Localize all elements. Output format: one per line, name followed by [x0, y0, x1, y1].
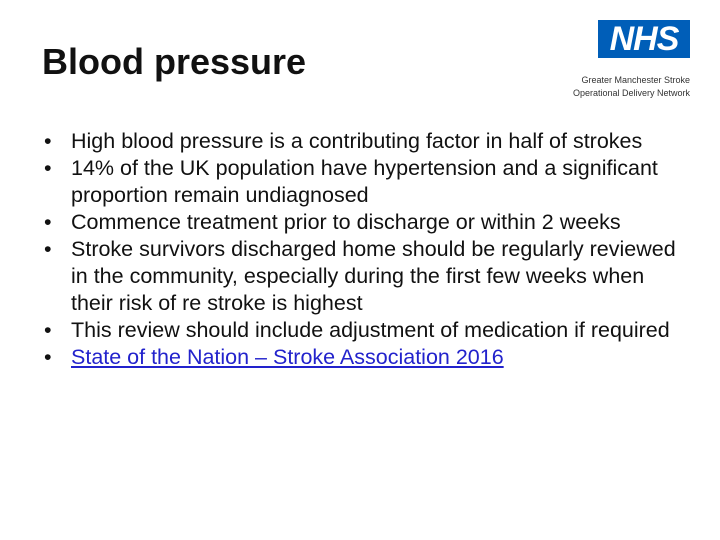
bullet-marker: • [44, 129, 52, 153]
bullet-item [44, 236, 684, 317]
bullet-item-link [44, 344, 684, 371]
slide-title: Blood pressure [42, 41, 307, 82]
bullet-marker: • [44, 156, 52, 180]
bullet-text: High blood pressure is a contributing factor in half of strokes [71, 129, 643, 153]
bullet-list [44, 128, 684, 371]
bullet-item [44, 155, 684, 209]
organisation-line-2: Operational Delivery Network [572, 88, 690, 98]
bullet-marker: • [44, 345, 52, 369]
source-link[interactable]: State of the Nation – Stroke Association 2016 [71, 345, 504, 369]
bullet-text: This review should include adjustment of medication if required [71, 318, 670, 342]
bullet-item [44, 209, 684, 236]
bullet-text: 14% of the UK population have hypertension and a significant proportion remain undiagnosed [71, 156, 658, 207]
bullet-item [44, 128, 684, 155]
bullet-text: Commence treatment prior to discharge or within 2 weeks [71, 210, 621, 234]
bullet-marker: • [44, 318, 52, 342]
bullet-text: Stroke survivors discharged home should be regularly reviewed in the community, especially during the first few weeks when their risk of re stroke is highest [71, 237, 676, 315]
nhs-logo-text: NHS [609, 20, 679, 58]
nhs-logo [598, 20, 690, 58]
organisation-name [470, 74, 690, 100]
bullet-marker: • [44, 210, 52, 234]
organisation-line-1: Greater Manchester Stroke [581, 75, 690, 85]
bullet-marker: • [44, 237, 52, 261]
bullet-item [44, 317, 684, 344]
